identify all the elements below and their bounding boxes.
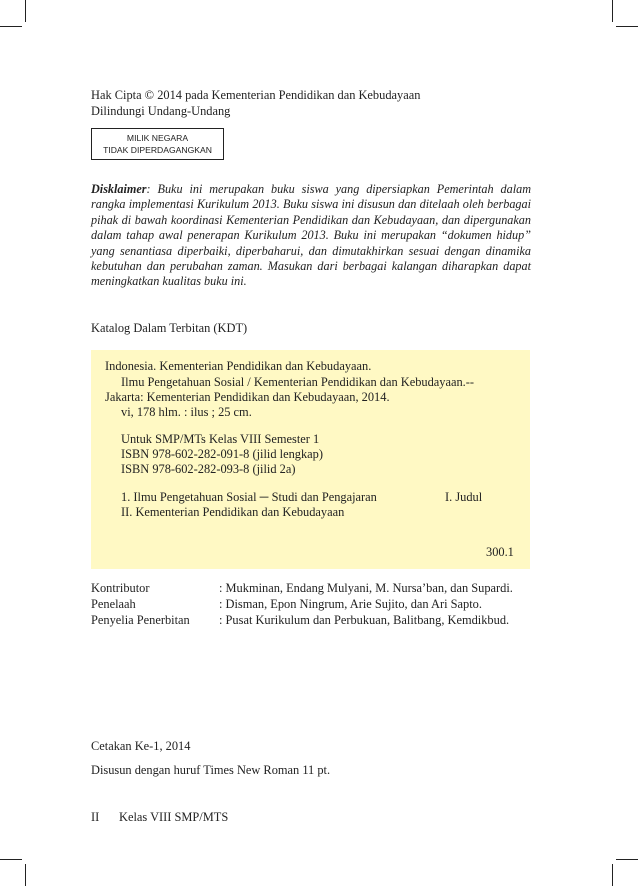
protected-by-law-line: Dilindungi Undang-Undang — [91, 104, 231, 118]
crop-mark — [616, 26, 638, 27]
kdt-title: Ilmu Pengetahuan Sosial / Kementerian Pendidikan dan Kebudayaan.-- — [121, 375, 475, 389]
crop-mark — [612, 864, 613, 886]
credit-role: Penyelia Penerbitan — [91, 613, 190, 627]
copyright-line: Hak Cipta © 2014 pada Kementerian Pendidikan dan Kebudayaan — [91, 88, 421, 102]
printing-edition: Cetakan Ke-1, 2014 — [91, 739, 191, 753]
crop-mark — [0, 859, 22, 860]
not-for-sale-stamp — [91, 128, 224, 160]
kdt-audience: Untuk SMP/MTs Kelas VIII Semester 1 — [121, 432, 320, 446]
kdt-subject-2: II. Kementerian Pendidikan dan Kebudayaan — [121, 505, 345, 519]
credit-names: : Disman, Epon Ningrum, Arie Sujito, dan Ari Sapto. — [219, 597, 482, 611]
kdt-publisher: Jakarta: Kementerian Pendidikan dan Kebudayaan, 2014. — [105, 390, 390, 404]
kdt-physical: vi, 178 hlm. : ilus ; 25 cm. — [121, 405, 252, 419]
credit-role: Kontributor — [91, 581, 150, 595]
kdt-isbn-complete: ISBN 978-602-282-091-8 (jilid lengkap) — [121, 447, 324, 461]
disclaimer-label: Disklaimer — [91, 182, 147, 196]
footer-page-number: II — [91, 810, 100, 824]
crop-mark — [616, 859, 638, 860]
typeface-note: Disusun dengan huruf Times New Roman 11 pt. — [91, 763, 331, 777]
credit-names: : Pusat Kurikulum dan Perbukuan, Balitbang, Kemdikbud. — [219, 613, 510, 627]
footer-running-title: Kelas VIII SMP/MTS — [119, 810, 229, 824]
kdt-author: Indonesia. Kementerian Pendidikan dan Kebudayaan. — [105, 359, 372, 373]
kdt-isbn-volume: ISBN 978-602-282-093-8 (jilid 2a) — [121, 462, 296, 476]
stamp-line-1: MILIK NEGARA — [126, 133, 189, 143]
kdt-subject-1-title: I. Judul — [445, 490, 483, 504]
credit-role: Penelaah — [91, 597, 136, 611]
kdt-box — [91, 350, 530, 569]
kdt-subject-1: 1. Ilmu Pengetahuan Sosial ─ Studi dan Pengajaran — [121, 490, 377, 504]
crop-mark — [25, 0, 26, 22]
disclaimer-text: : Buku ini merupakan buku siswa yang dipersiapkan Pemerintah dalam rangka implementasi Kurikulum 2013. Buku siswa ini disusun dan ditelaah oleh berbagai pihak di bawah koordinasi Kementerian Pendidikan dan Kebudayaan, dan dipergunakan dalam tahap awal penerapan Kurikulum 2013. Buku ini merupakan “dokumen hidup” yang senantiasa diperbaiki, diperbaharui, dan dimutakhirkan sesuai dengan dinamika kebutuhan dan perubahan zaman. Masukan dari berbagai kalangan diharapkan dapat meningkatkan kualitas buku ini. — [91, 182, 531, 289]
crop-mark — [25, 864, 26, 886]
kdt-heading: Katalog Dalam Terbitan (KDT) — [91, 321, 248, 335]
crop-mark — [612, 0, 613, 22]
crop-mark — [0, 26, 22, 27]
stamp-line-2: TIDAK DIPERDAGANGKAN — [103, 145, 212, 155]
credit-names: : Mukminan, Endang Mulyani, M. Nursa’ban, dan Supardi. — [219, 581, 513, 595]
kdt-classification: 300.1 — [486, 545, 514, 559]
disclaimer-paragraph — [91, 182, 531, 290]
